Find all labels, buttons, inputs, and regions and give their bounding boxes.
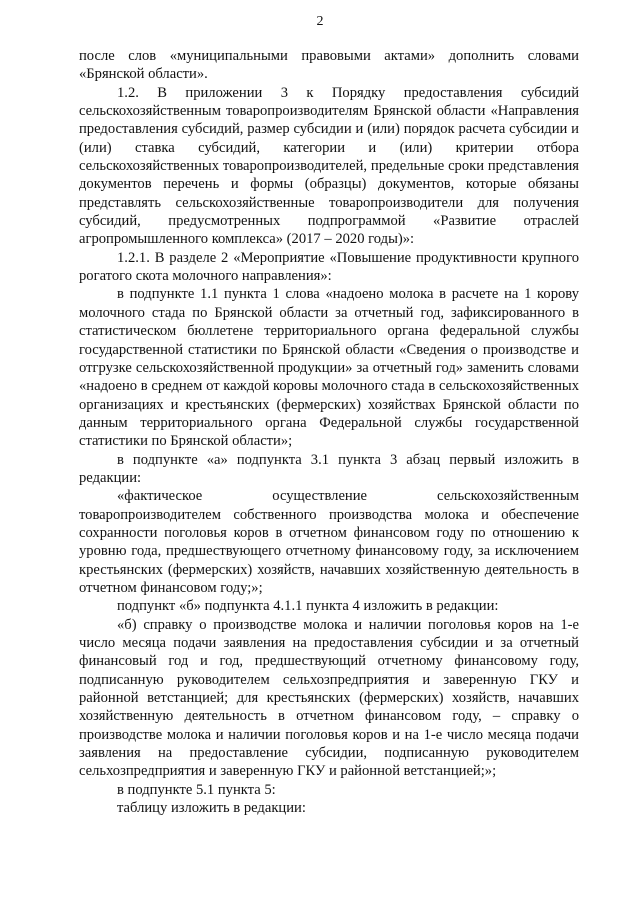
paragraph-subclause-3-1: в подпункте «а» подпункта 3.1 пункта 3 абзац первый изложить в редакции: — [79, 451, 579, 486]
paragraph-item-1-2-1: 1.2.1. В разделе 2 «Мероприятие «Повышение продуктивности крупного рогатого скота молочного направления»: — [79, 249, 579, 285]
paragraph-table-intro: таблицу изложить в редакции: — [117, 800, 306, 817]
paragraph-subclause-1-1: в подпункте 1.1 пункта 1 слова «надоено молока в расчете на 1 корову молочного стада по Брянской области за отчетный год, зафиксированного в статистическом бюллетене территориального органа федеральной службы государственной статистики по Брянской области «Сведения о производстве и отгрузке сельскохозяйственной продукции» за отчетный год» заменить словами «надоено в среднем от каждой коровы молочного стада в сельскохозяйственных организациях и крестьянских (фермерских) хозяйствах Брянской области по данным территориального органа Федеральной службы государственной статистики по Брянской области»; — [79, 286, 579, 450]
paragraph-quoted-text-b: «б) справку о производстве молока и наличии поголовья коров на 1-е число месяца подачи заявления на предоставления субсидии и за отчетный финансовый год и год, предшествующий отчетному финансовому году, подписанную руководителем сельхозпредприятия и заверенную ГКУ и районной ветстанцией; для крестьянских (фермерских) хозяйств, начавших хозяйственную деятельность в отчетном финансовом году, – справку о производстве молока и наличии поголовья коров и на 1-е число месяца подачи заявления на предоставление субсидии, подписанную руководителем сельхозпредприятия и заверенную ГКУ и районной ветстанцией;»; — [79, 616, 579, 780]
paragraph-quoted-text-a: «фактическое осуществление сельскохозяйственным товаропроизводителем собственного производства молока и обеспечение сохранности поголовья коров в отчетном финансовом году по отношению к уровню года, предшествующего отчетному финансовому году, за исключением крестьянских (фермерских) хозяйств, начавших хозяйственную деятельность в отчетном финансовом году;»; — [79, 488, 579, 596]
paragraph-item-1-2: 1.2. В приложении 3 к Порядку предоставления субсидий сельскохозяйственным товаропроизводителям Брянской области «Направления предоставления субсидий, размер субсидии и (или) порядок расчета субсидии и (или) ставка субсидий, категории и (или) критерии отбора сельскохозяйственных товаропроизводителей, предельные сроки представления документов перечень и формы (образцы) документов, которые обязаны представлять сельскохозяйственные товаропроизводители для получения субсидий, предусмотренных подпрограммой «Развитие отраслей агропромышленного комплекса» (2017 – 2020 годы)»: — [79, 84, 579, 248]
page-number: 2 — [316, 14, 324, 29]
paragraph-subclause-4-1-1: подпункт «б» подпункта 4.1.1 пункта 4 изложить в редакции: — [117, 598, 499, 615]
paragraph-subclause-5-1: в подпункте 5.1 пункта 5: — [117, 781, 276, 798]
document-body — [79, 47, 579, 817]
paragraph-continuation: после слов «муниципальными правовыми актами» дополнить словами «Брянской области». — [79, 48, 579, 83]
